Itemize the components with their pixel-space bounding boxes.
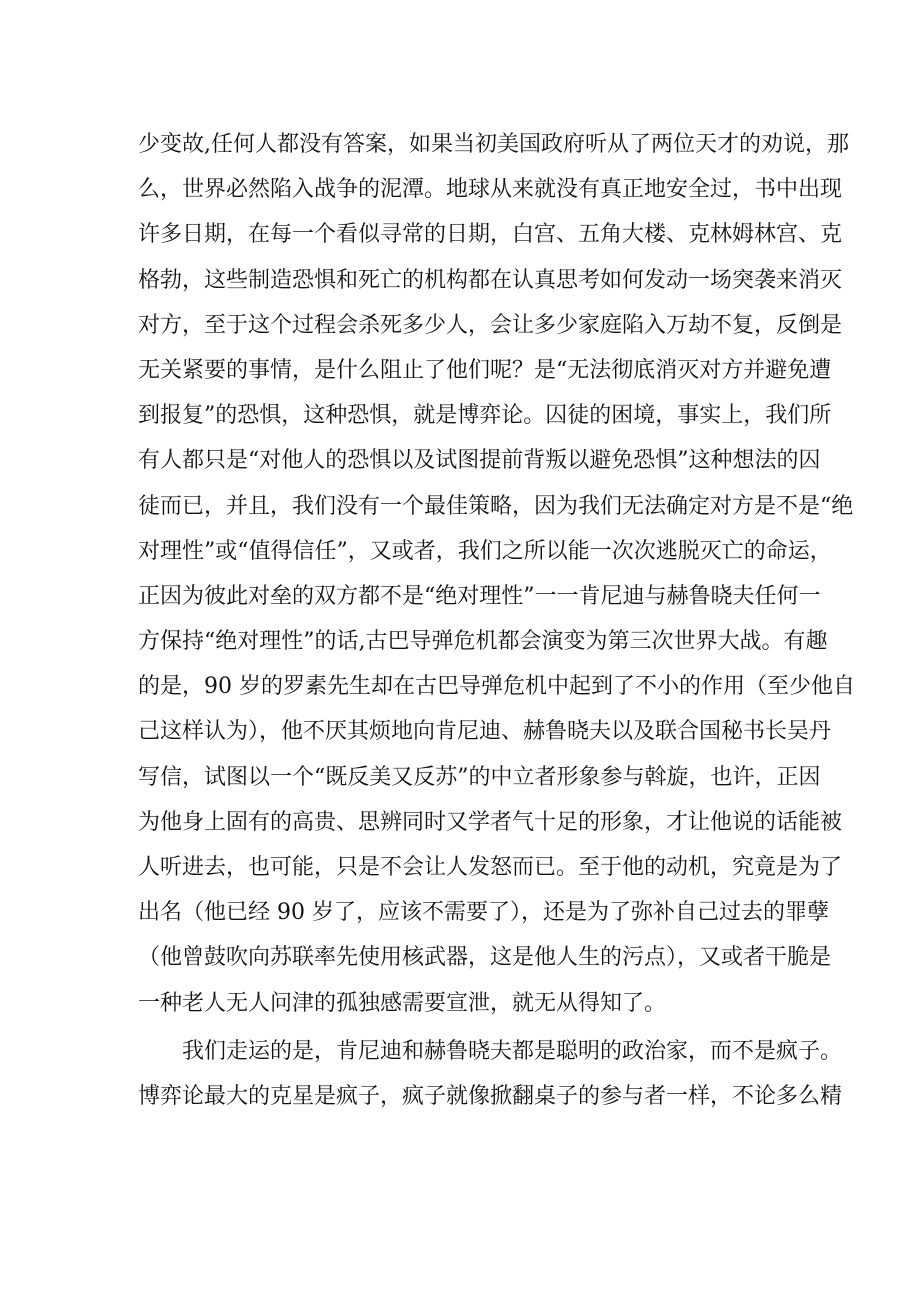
paragraph — [138, 1029, 843, 1119]
text-line: 对方，至于这个过程会杀死多少人，会让多少家庭陷入万劫不复，反倒是 — [138, 312, 843, 338]
text-line: 出名（他已经 90 岁了，应该不需要了），还是为了弥补自己过去的罪孽 — [138, 900, 829, 926]
text-line: 许多日期，在每一个看似寻常的日期，白宫、五角大楼、克林姆林宫、克 — [138, 222, 843, 248]
text-line: 方保持“绝对理性”的话,古巴导弹危机都会演变为第三次世界大战。有趣 — [138, 629, 828, 655]
text-line: 一种老人无人问津的孤独感需要宣泄，就无从得知了。 — [138, 990, 667, 1016]
paragraph — [138, 122, 855, 1026]
text-line: 己这样认为），他不厌其烦地向肯尼迪、赫鲁晓夫以及联合国秘书长吴丹 — [138, 719, 832, 745]
text-line: 对理性”或“值得信任”，又或者，我们之所以能一次次逃脱灭亡的命运， — [138, 538, 832, 564]
text-line: 正因为彼此对垒的双方都不是“绝对理性”一一肯尼迪与赫鲁晓夫任何一 — [138, 583, 821, 609]
text-line: 少变故,任何人都没有答案，如果当初美国政府听从了两位天才的劝说，那 — [138, 132, 849, 157]
text-line: 格勃，这些制造恐惧和死亡的机构都在认真思考如何发动一场突袭来消灭 — [138, 267, 843, 293]
text-line: 的是，90 岁的罗素先生却在古巴导弹危机中起到了不小的作用（至少他自 — [138, 674, 855, 700]
text-line: 徒而已，并且，我们没有一个最佳策略，因为我们无法确定对方是不是“绝 — [138, 493, 854, 519]
text-line: 无关紧要的事情，是什么阻止了他们呢？是“无法彻底消灭对方并避免遭 — [138, 357, 832, 383]
text-line: 博弈论最大的克星是疯子，疯子就像掀翻桌子的参与者一样，不论多么精 — [138, 1083, 843, 1109]
text-line: （他曾鼓吹向苏联率先使用核武器，这是他人生的污点），又或者干脆是 — [138, 945, 832, 971]
body-text — [138, 122, 855, 1119]
text-line: 么，世界必然陷入战争的泥潭。地球从来就没有真正地安全过，书中出现 — [138, 177, 843, 203]
text-line: 到报复”的恐惧，这种恐惧，就是博弈论。囚徒的困境，事实上，我们所 — [138, 403, 832, 429]
text-line: 人听进去，也可能，只是不会让人发怒而已。至于他的动机，究竟是为了 — [138, 855, 843, 880]
text-line: 写信，试图以一个“既反美又反苏”的中立者形象参与斡旋，也许，正因 — [138, 764, 821, 790]
text-line: 我们走运的是，肯尼迪和赫鲁晓夫都是聪明的政治家，而不是疯子。 — [182, 1038, 843, 1064]
text-line: 为他身上固有的高贵、思辨同时又学者气十足的形象，才让他说的话能被 — [138, 809, 843, 835]
text-line: 有人都只是“对他人的恐惧以及试图提前背叛以避免恐惧”这种想法的囚 — [138, 448, 821, 474]
